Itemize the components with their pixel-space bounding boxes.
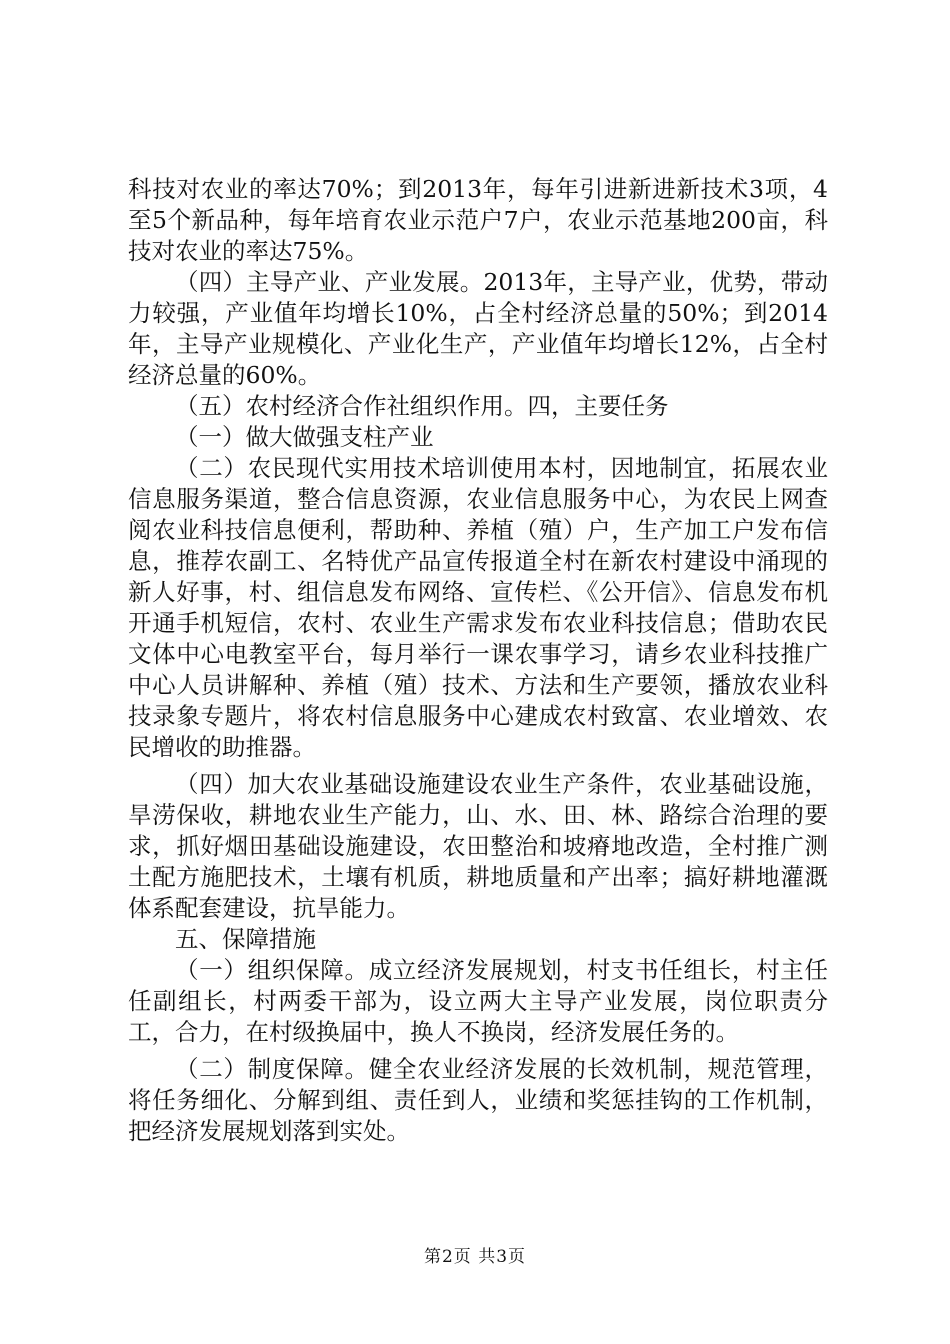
- paragraph-8: （一）组织保障。成立经济发展规划，村支书任组长，村主任任副组长，村两委干部为，设立两大主导产业发展，岗位职责分工，合力，在村级换届中，换人不换岗，经济发展任务的。: [128, 956, 828, 1046]
- paragraph-5: （二）农民现代实用技术培训使用本村，因地制宜，拓展农业信息服务渠道，整合信息资源，农业信息服务中心，为农民上网查阅农业科技信息便利，帮助种、养植（殖）户，生产加工户发布信息，推荐农副工、名特优产品宣传报道全村在新农村建设中涌现的新人好事，村、组信息发布网络、宣传栏、《公开信》、信息发布机开通手机短信，农村、农业生产需求发布农业科技信息；借助农民文体中心电教室平台，每月举行一课农事学习，请乡农业科技推广中心人员讲解种、养植（殖）技术、方法和生产要领，播放农业科技录象专题片，将农村信息服务中心建成农村致富、农业增效、农民增收的助推器。: [128, 454, 828, 761]
- paragraph-3: （五）农村经济合作社组织作用。四，主要任务: [175, 392, 669, 420]
- paragraph-6: （四）加大农业基础设施建设农业生产条件，农业基础设施，旱涝保收，耕地农业生产能力，山、水、田、林、路综合治理的要求，抓好烟田基础设施建设，农田整治和坡瘠地改造，全村推广测土配方施肥技术，土壤有机质，耕地质量和产出率；搞好耕地灌溉体系配套建设，抗旱能力。: [128, 770, 828, 922]
- page-number-footer: 第2页 共3页: [423, 1247, 527, 1267]
- paragraph-2: （四）主导产业、产业发展。2013年，主导产业，优势，带动力较强，产业值年均增长10%，占全村经济总量的50%；到2014年，主导产业规模化、产业化生产，产业值年均增长12%，占全村经济总量的60%。: [128, 268, 828, 389]
- paragraph-1: 科技对农业的率达70%；到2013年，每年引进新进新技术3项，4至5个新品种，每年培育农业示范户7户，农业示范基地200亩，科技对农业的率达75%。: [128, 175, 828, 265]
- paragraph-4: （一）做大做强支柱产业: [175, 423, 434, 451]
- document-body: [128, 174, 828, 1147]
- paragraph-9: （二）制度保障。健全农业经济发展的长效机制，规范管理，将任务细化、分解到组、责任到人，业绩和奖惩挂钩的工作机制，把经济发展规划落到实处。: [128, 1055, 828, 1145]
- section-heading: 五、保障措施: [175, 925, 316, 953]
